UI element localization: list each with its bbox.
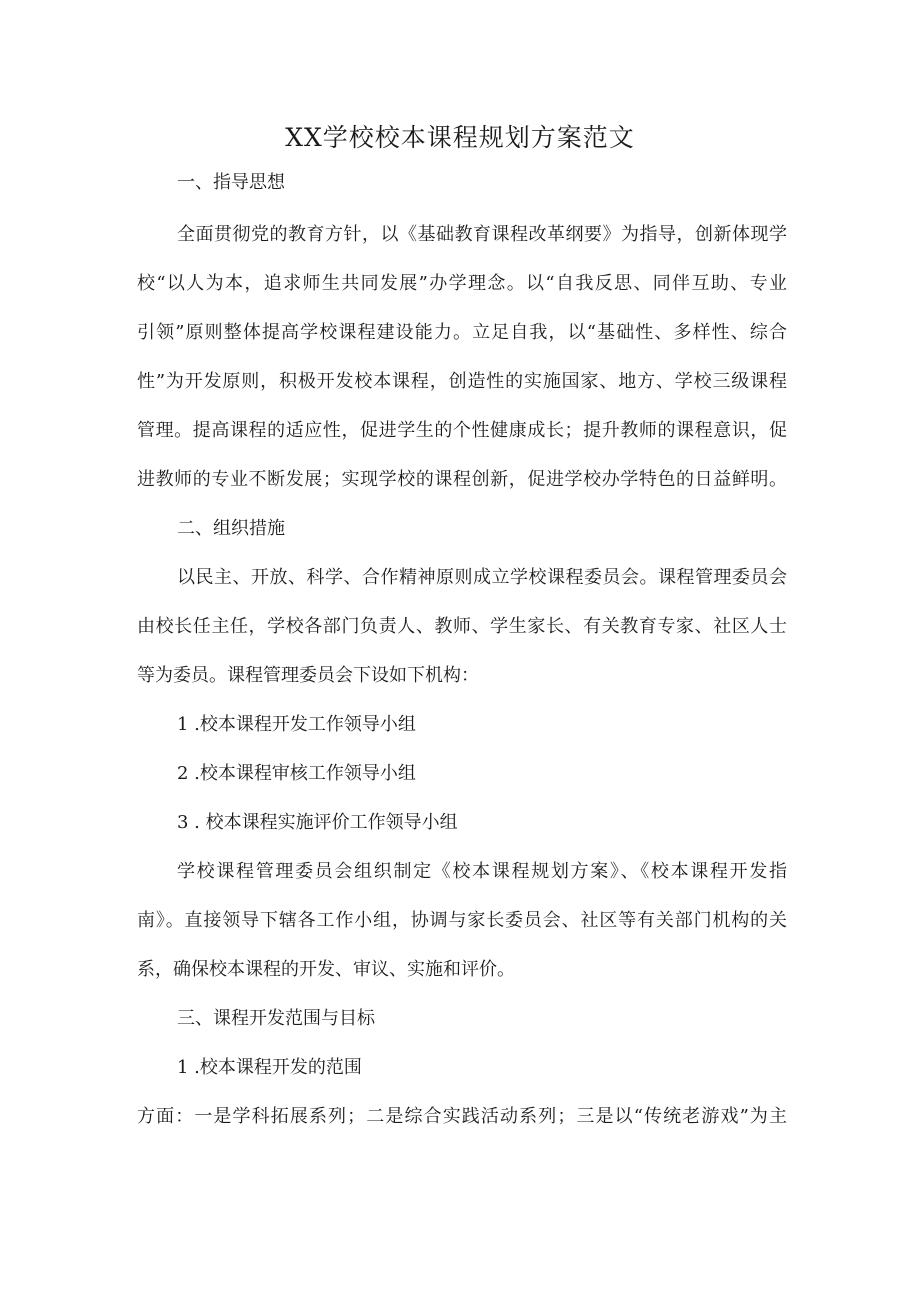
paragraph-line: 由校长任主任，学校各部门负责人、教师、学生家长、有关教育专家、社区人士 [137, 616, 787, 637]
section-heading: 三、课程开发范围与目标 [177, 1008, 375, 1029]
section-heading: 二、组织措施 [177, 518, 285, 539]
paragraph-line: 等为委员。课程管理委员会下设如下机构： [137, 665, 479, 686]
list-item: 1 .校本课程开发工作领导小组 [177, 714, 416, 735]
section-heading: 一、指导思想 [177, 172, 285, 193]
paragraph-line: 全面贯彻党的教育方针，以《基础教育课程改革纲要》为指导，创新体现学 [177, 224, 787, 245]
paragraph-line: 引领”原则整体提高学校课程建设能力。立足自我，以“基础性、多样性、综合 [137, 322, 787, 343]
paragraph-line: 管理。提高课程的适应性，促进学生的个性健康成长；提升教师的课程意识，促 [137, 420, 787, 441]
paragraph-line: 以民主、开放、科学、合作精神原则成立学校课程委员会。课程管理委员会 [177, 567, 787, 588]
paragraph-line: 进教师的专业不断发展；实现学校的课程创新，促进学校办学特色的日益鲜明。 [137, 469, 787, 490]
paragraph-line: 系，确保校本课程的开发、审议、实施和评价。 [137, 959, 515, 980]
document-title: XX学校校本课程规划方案范文 [285, 123, 635, 152]
list-item: 3 . 校本课程实施评价工作领导小组 [177, 812, 458, 833]
paragraph-line: 学校课程管理委员会组织制定《校本课程规划方案》、《校本课程开发指 [177, 861, 787, 882]
paragraph-line: 性”为开发原则，积极开发校本课程，创造性的实施国家、地方、学校三级课程 [137, 371, 787, 392]
paragraph-line: 南》。直接领导下辖各工作小组，协调与家长委员会、社区等有关部门机构的关 [137, 910, 787, 931]
paragraph-line: 校“以人为本，追求师生共同发展”办学理念。以“自我反思、同伴互助、专业 [137, 273, 787, 294]
paragraph-line: 方面：一是学科拓展系列；二是综合实践活动系列；三是以“传统老游戏”为主 [137, 1106, 787, 1127]
list-item: 1 .校本课程开发的范围 [177, 1057, 362, 1078]
list-item: 2 .校本课程审核工作领导小组 [177, 763, 416, 784]
